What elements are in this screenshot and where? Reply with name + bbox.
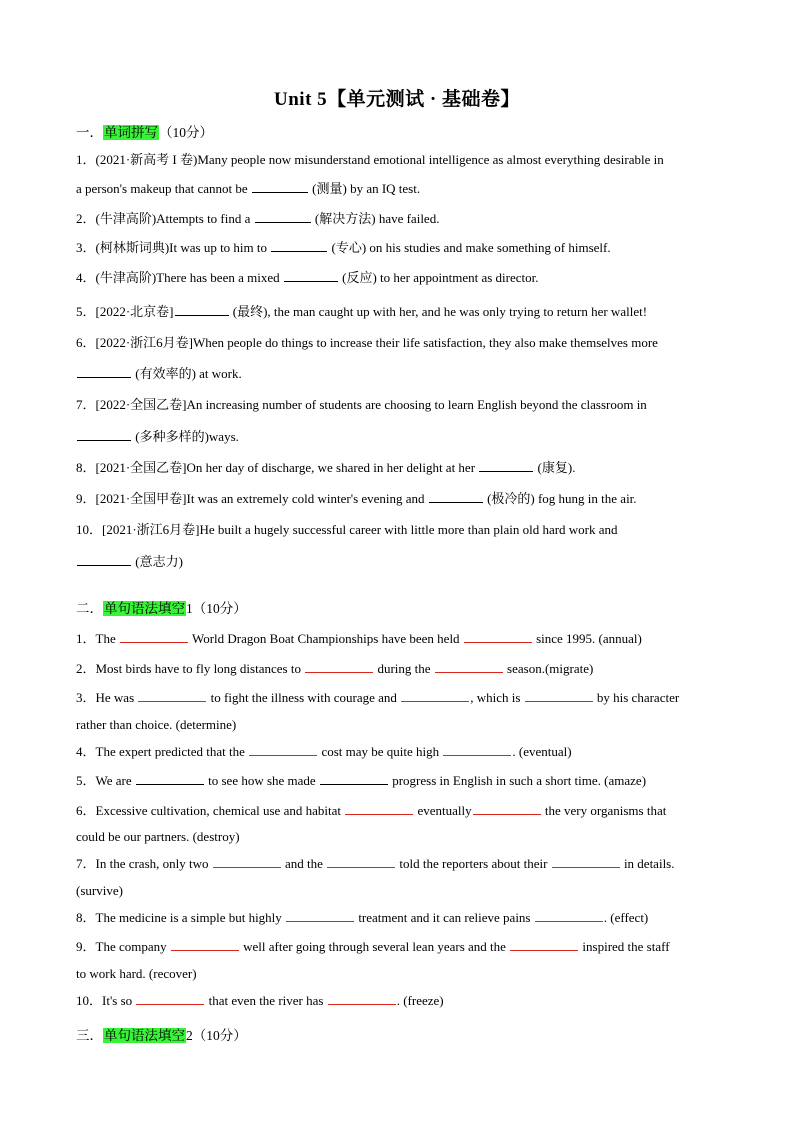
q2-9-line-2: [76, 965, 718, 983]
answer-blank[interactable]: [136, 772, 204, 785]
answer-blank[interactable]: [286, 909, 354, 922]
question-text: 5．[2022·北京卷]: [76, 304, 174, 319]
answer-blank[interactable]: [552, 855, 620, 868]
question-text: 4．The expert predicted that the: [76, 744, 245, 759]
q2-10: [76, 992, 718, 1010]
answer-blank[interactable]: [479, 459, 533, 472]
question-text: 3．(柯林斯词典)It was up to him to: [76, 240, 268, 255]
question-text: . (effect): [603, 910, 649, 925]
question-text: 1．The: [76, 631, 116, 646]
question-text: 8．The medicine is a simple but highly: [76, 910, 282, 925]
answer-blank[interactable]: [213, 855, 281, 868]
q2-6-line-1: [76, 802, 718, 820]
q2-9-line-1: [76, 938, 718, 956]
question-text: a person's makeup that cannot be: [76, 181, 248, 196]
question-text: in details.: [623, 856, 675, 871]
question-text: inspired the staff: [582, 939, 670, 954]
q1-line-1: [76, 151, 718, 169]
section-heading-1: [76, 124, 213, 142]
answer-blank[interactable]: [443, 743, 511, 756]
question-text: (多种多样的)ways.: [135, 429, 239, 444]
question-text: 1．(2021·新高考 I 卷)Many people now misunderstand emotional intelligence as almost everything desirable in: [76, 152, 664, 167]
q1-6-line-1: [76, 334, 718, 352]
question-text: 10．[2021·浙江6月卷]He built a hugely successful career with little more than plain old hard work and: [76, 522, 618, 537]
section-prefix: 二．: [76, 601, 103, 616]
answer-blank[interactable]: [473, 802, 541, 815]
section-prefix: 三．: [76, 1028, 103, 1043]
question-text: 5．We are: [76, 773, 132, 788]
question-text: well after going through several lean years and the: [243, 939, 506, 954]
q1-line-2: [76, 180, 718, 198]
section-score: 1（10分）: [186, 601, 247, 616]
q1-4: [76, 269, 718, 287]
q1-9: [76, 490, 718, 508]
question-text: (意志力): [135, 554, 183, 569]
q1-8: [76, 459, 718, 477]
section-label-highlight: 单句语法填空: [104, 1028, 185, 1043]
q1-10-line-2: [76, 553, 718, 571]
section-prefix: 一．: [76, 125, 103, 140]
question-text: 8．[2021·全国乙卷]On her day of discharge, we shared in her delight at her: [76, 460, 476, 475]
question-text: , which is: [470, 690, 521, 705]
answer-blank[interactable]: [305, 660, 373, 673]
question-text: to work hard. (recover): [76, 966, 197, 981]
question-text: (survive): [76, 883, 123, 898]
answer-blank[interactable]: [249, 743, 317, 756]
question-text: by his character: [596, 690, 680, 705]
question-text: 3．He was: [76, 690, 135, 705]
section-score: 2（10分）: [186, 1028, 247, 1043]
question-text: cost may be quite high: [321, 744, 440, 759]
question-text: season.(migrate): [507, 661, 594, 676]
answer-blank[interactable]: [327, 855, 395, 868]
answer-blank[interactable]: [175, 303, 229, 316]
answer-blank[interactable]: [271, 239, 327, 252]
q2-1: [76, 630, 718, 648]
answer-blank[interactable]: [284, 269, 338, 282]
page-title: Unit 5【单元测试 · 基础卷】: [274, 89, 520, 110]
q1-6-line-2: [76, 365, 718, 383]
section-label-highlight: 单词拼写: [104, 125, 158, 140]
q1-3: [76, 239, 718, 257]
answer-blank[interactable]: [510, 938, 578, 951]
question-text: that even the river has: [208, 993, 324, 1008]
q2-7-line-2: [76, 882, 718, 900]
answer-blank[interactable]: [525, 689, 593, 702]
section-score: （10分）: [159, 125, 213, 140]
question-text: 4．(牛津高阶)There has been a mixed: [76, 270, 280, 285]
answer-blank[interactable]: [171, 938, 239, 951]
q1-10-line-1: [76, 521, 718, 539]
question-text: (反应) to her appointment as director.: [342, 270, 539, 285]
question-text: eventually: [417, 803, 472, 818]
answer-blank[interactable]: [120, 630, 188, 643]
question-text: 2．Most birds have to fly long distances to: [76, 661, 301, 676]
q2-3-line-1: [76, 689, 718, 707]
section-heading-3: [76, 1027, 247, 1045]
question-text: to fight the illness with courage and: [210, 690, 397, 705]
question-text: 7．[2022·全国乙卷]An increasing number of students are choosing to learn English beyond the classroom in: [76, 397, 647, 412]
answer-blank[interactable]: [252, 180, 308, 193]
question-text: 6．Excessive cultivation, chemical use and habitat: [76, 803, 341, 818]
question-text: (测量) by an IQ test.: [312, 181, 421, 196]
question-text: 6．[2022·浙江6月卷]When people do things to increase their life satisfaction, they also make themselves more: [76, 335, 658, 350]
answer-blank[interactable]: [77, 365, 131, 378]
question-text: the very organisms that: [544, 803, 667, 818]
answer-blank[interactable]: [138, 689, 206, 702]
answer-blank[interactable]: [435, 660, 503, 673]
answer-blank[interactable]: [320, 772, 388, 785]
answer-blank[interactable]: [429, 490, 483, 503]
answer-blank[interactable]: [136, 992, 204, 1005]
question-text: progress in English in such a short time. (amaze): [392, 773, 647, 788]
question-text: 10．It's so: [76, 993, 133, 1008]
answer-blank[interactable]: [401, 689, 469, 702]
question-text: (有效率的) at work.: [135, 366, 242, 381]
question-text: . (eventual): [512, 744, 572, 759]
question-text: told the reporters about their: [399, 856, 548, 871]
answer-blank[interactable]: [255, 210, 311, 223]
q2-5: [76, 772, 718, 790]
question-text: 7．In the crash, only two: [76, 856, 209, 871]
question-text: treatment and it can relieve pains: [358, 910, 531, 925]
q2-7-line-1: [76, 855, 718, 873]
question-text: . (freeze): [396, 993, 444, 1008]
question-text: rather than choice. (determine): [76, 717, 237, 732]
question-text: 2．(牛津高阶)Attempts to find a: [76, 211, 251, 226]
answer-blank[interactable]: [328, 992, 396, 1005]
question-text: during the: [377, 661, 431, 676]
answer-blank[interactable]: [77, 553, 131, 566]
question-text: (解决方法) have failed.: [314, 211, 440, 226]
answer-blank[interactable]: [345, 802, 413, 815]
question-text: World Dragon Boat Championships have been held: [191, 631, 460, 646]
section-heading-2: [76, 600, 247, 618]
q2-8: [76, 909, 718, 927]
question-text: 9．[2021·全国甲卷]It was an extremely cold winter's evening and: [76, 491, 425, 506]
q1-7-line-2: [76, 428, 718, 446]
q2-4: [76, 743, 718, 761]
q1-5: [76, 303, 718, 321]
answer-blank[interactable]: [464, 630, 532, 643]
question-text: could be our partners. (destroy): [76, 829, 240, 844]
question-text: (极冷的) fog hung in the air.: [487, 491, 637, 506]
question-text: to see how she made: [208, 773, 316, 788]
q2-6-line-2: [76, 828, 718, 846]
question-text: since 1995. (annual): [536, 631, 642, 646]
question-text: (专心) on his studies and make something of himself.: [331, 240, 611, 255]
question-text: (康复).: [537, 460, 576, 475]
q1-2: [76, 210, 718, 228]
q2-3-line-2: [76, 716, 718, 734]
answer-blank[interactable]: [535, 909, 603, 922]
question-text: (最终), the man caught up with her, and he was only trying to return her wallet!: [232, 304, 648, 319]
question-text: and the: [285, 856, 323, 871]
section-label-highlight: 单句语法填空: [104, 601, 185, 616]
q2-2: [76, 660, 718, 678]
question-text: 9．The company: [76, 939, 167, 954]
answer-blank[interactable]: [77, 428, 131, 441]
q1-7-line-1: [76, 396, 718, 414]
